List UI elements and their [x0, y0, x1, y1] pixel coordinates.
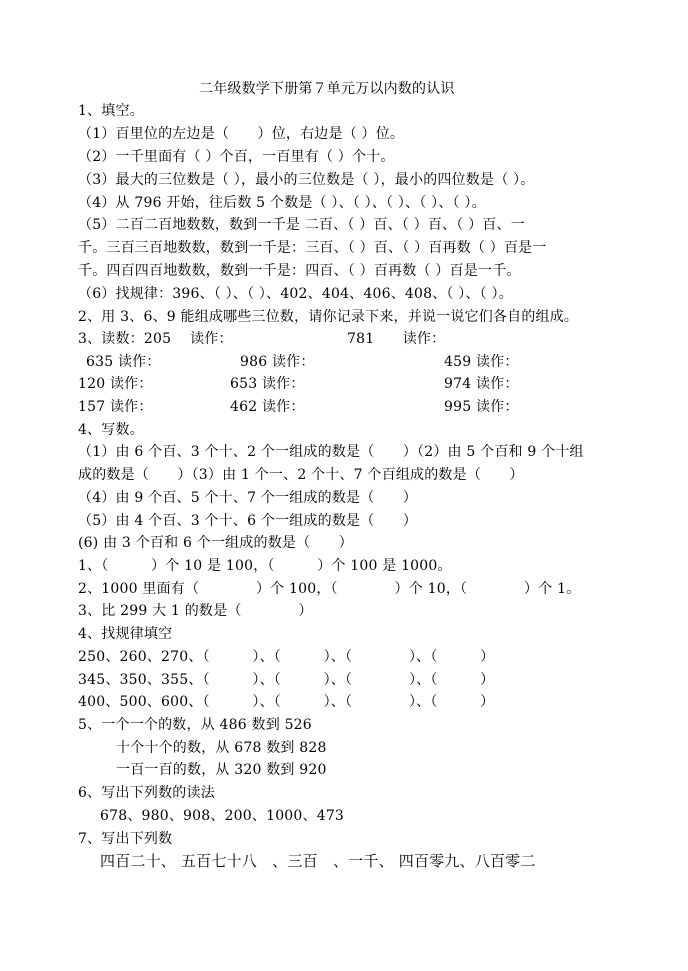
fill-question-6: （6）找规律：396、（ ）、（ ）、402、404、406、408、（ ）、（ ）。	[78, 286, 513, 302]
section2-heading: 2、用 3、6、9 能组成哪些三位数，请你记录下来，并说一说它们各自的组成。	[78, 309, 579, 325]
read-item: 157 读作：	[78, 399, 153, 415]
section4-heading: 4、写数。	[78, 422, 144, 438]
part2-question-4-heading: 4、找规律填空	[78, 626, 173, 642]
write-line-5: (6) 由 3 个百和 6 个一组成的数是（ ）	[78, 535, 353, 551]
part2-question-7-heading: 7、写出下列数	[78, 831, 173, 847]
fill-question-5-line3: 千。四百四百地数数，数到一千是：四百、（ ）百再数（ ）百是一千。	[78, 263, 521, 279]
read-item: 995 读作：	[444, 399, 519, 415]
write-line-3: （4）由 9 个百、5 个十、7 个一组成的数是（ ）	[78, 490, 418, 506]
fill-question-5-line1: （5）二百二百地数数，数到一千是 二百、（ ）百、（ ）百、（ ）百、一	[78, 217, 525, 233]
read-item: 635 读作：	[86, 354, 161, 370]
fill-question-5-line2: 千。三百三百地数数，数到一千是：三百、（ ）百、（ ）百再数（ ）百是一	[78, 240, 547, 256]
fill-question-2: （2）一千里面有（ ）个百，一百里有（ ）个十。	[78, 149, 395, 165]
part2-question-1: 1、（ ）个 10 是 100，（ ）个 100 是 1000。	[78, 558, 452, 574]
read-row-0a: 3、读数：205 读作：	[78, 331, 233, 347]
pattern-row: 345、350、355、（ ）、（ ）、（ ）、（ ）	[78, 672, 495, 688]
read-item: 120 读作：	[78, 376, 153, 392]
read-item: 653 读作：	[230, 376, 305, 392]
pattern-row: 400、500、600、（ ）、（ ）、（ ）、（ ）	[78, 694, 495, 710]
read-item: 986 读作：	[240, 354, 315, 370]
part2-question-3: 3、比 299 大 1 的数是（ ）	[78, 603, 313, 619]
fill-question-4: （4）从 796 开始，往后数 5 个数是（ ）、（ ）、（ ）、（ ）、（ ）。	[78, 195, 486, 211]
read-row-0b: 781 读作：	[347, 331, 446, 347]
page-title: 二年级数学下册第７单元万以内数的认识	[199, 81, 455, 97]
write-line-2: 成的数是（ ）（3）由 1 个一、2 个十、7 个百组成的数是（ ）	[78, 467, 524, 483]
read-item: 974 读作：	[444, 376, 519, 392]
read-item: 462 读作：	[230, 399, 305, 415]
write-line-4: （5）由 4 个百、3 个十、6 个一组成的数是（ ）	[78, 513, 418, 529]
numbers-to-read: 678、980、908、200、1000、473	[100, 808, 345, 824]
words-to-write: 四百二十、 五百七十八 、三百 、一千、 四百零九、八百零二	[100, 852, 536, 870]
counting-line-1: 5、一个一个的数，从 486 数到 526	[78, 717, 312, 733]
counting-line-3: 一百一百的数，从 320 数到 920	[116, 762, 327, 778]
write-line-1: （1）由 6 个百、3 个十、2 个一组成的数是（ ）（2）由 5 个百和 9 个十组	[78, 444, 584, 460]
fill-question-1: （1）百里位的左边是（ ）位，右边是（ ）位。	[78, 126, 405, 142]
read-item: 459 读作：	[444, 354, 519, 370]
fill-question-3: （3）最大的三位数是（ ），最小的三位数是（ ），最小的四位数是（ ）。	[78, 172, 535, 188]
section1-heading: 1、填空。	[78, 103, 144, 119]
counting-line-2: 十个十个的数，从 678 数到 828	[116, 740, 327, 756]
part2-question-2: 2、1000 里面有（ ）个 100，（ ）个 10，（ ）个 1。	[78, 581, 581, 597]
part2-question-6-heading: 6、写出下列数的读法	[78, 785, 215, 801]
pattern-row: 250、260、270、（ ）、（ ）、（ ）、（ ）	[78, 649, 495, 665]
